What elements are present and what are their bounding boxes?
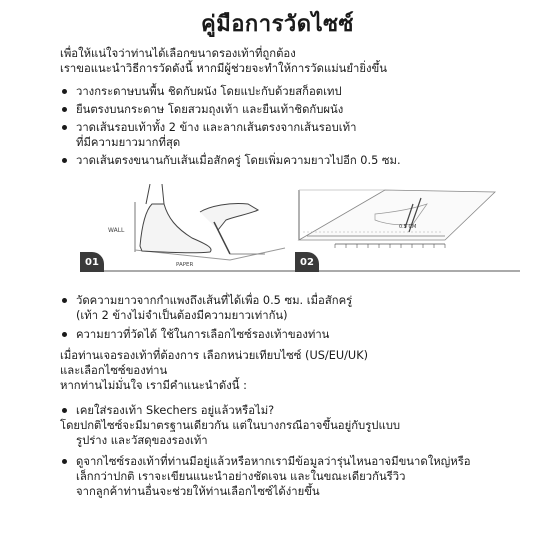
step-text: ยืนตรงบนกระดาษ โดยสวมถุงเท้า และยืนเท้าชิดกับผนัง [76,103,344,116]
step-item [60,120,530,150]
tip-text: เล็กกว่าปกติ เราจะเขียนแนะนำอย่างชัดเจน และในขณะเดียวกันรีวิว [76,470,406,483]
step-text: วาดเส้นตรงขนานกับเส้นเมื่อสักครู่ โดยเพิ่มความยาวไปอีก 0.5 ซม. [76,154,401,167]
tip-item [60,454,530,499]
tips-list [60,403,530,505]
wall-label: WALL [108,227,125,234]
step-item [60,84,530,99]
step-item [60,102,530,117]
step-item [60,293,530,323]
tip-text: จากลูกค้าท่านอื่นจะช่วยให้ท่านเลือกไซซ์ได้ง่ายขึ้น [76,485,320,498]
step-item [60,153,530,168]
step-item [60,327,530,342]
step-badge: 01 [80,252,104,272]
step-badge: 02 [295,252,319,272]
step-text: วัดความยาวจากกำแพงถึงเส้นที่ได้เพื่อ 0.5 ซม. เมื่อสักครู่ [76,294,353,307]
step-text: วาดเส้นรอบเท้าทั้ง 2 ข้าง และลากเส้นตรงจากเส้นรอบเท้า [76,121,357,134]
choose-line: และเลือกไซซ์ของท่าน [60,364,168,377]
page-title: คู่มือการวัดไซซ์ [201,12,354,37]
intro-line: เพื่อให้แน่ใจว่าท่านได้เลือกขนาดรองเท้าที่ถูกต้อง [60,47,296,60]
measure-label: 0.5 CM [399,224,417,230]
tip-text: ดูจากไซซ์รองเท้าที่ท่านมีอยู่แล้วหรือหากเรามีข้อมูลว่ารุ่นไหนอาจมีขนาดใหญ่หรือ [76,455,471,468]
paper-label: PAPER [176,262,194,268]
step-text: (เท้า 2 ข้างไม่จำเป็นต้องมีความยาวเท่ากัน) [76,309,288,322]
intro-line: เราขอแนะนำวิธีการวัดดังนี้ หากมีผู้ช่วยจะทำให้การวัดแม่นยำยิ่งขึ้น [60,62,387,75]
intro-text [60,46,530,76]
step-text: ความยาวที่วัดได้ ใช้ในการเลือกไซซ์รองเท้าของท่าน [76,328,330,341]
tip-text: โดยปกติไซซ์จะมีมาตรฐานเดียวกัน แต่ในบางกรณีอาจขึ้นอยู่กับรูปแบบ [60,419,401,432]
choose-line: เมื่อท่านเจอรองเท้าที่ต้องการ เลือกหน่วยเทียบไซซ์ (US/EU/UK) [60,349,369,362]
tip-text: เคยใส่รองเท้า Skechers อยู่แล้วหรือไม่? [76,404,275,417]
step-text: วางกระดาษบนพื้น ชิดกับผนัง โดยแปะกับด้วยสก็อตเทป [76,85,342,98]
choose-line: หากท่านไม่มั่นใจ เรามีคำแนะนำดังนี้ : [60,379,247,392]
choose-size-text [60,348,530,393]
tip-item [60,403,530,448]
step-text: ที่มีความยาวมากที่สุด [76,136,181,149]
measurement-steps [60,293,530,346]
tip-text: รูปร่าง และวัสดุของรองเท้า [76,434,208,447]
figure-measure-lines [295,184,520,272]
foot-tracing-illustration [80,184,305,272]
figure-foot-on-paper [80,184,305,272]
measuring-illustration [295,184,520,272]
preparation-steps [60,84,530,171]
